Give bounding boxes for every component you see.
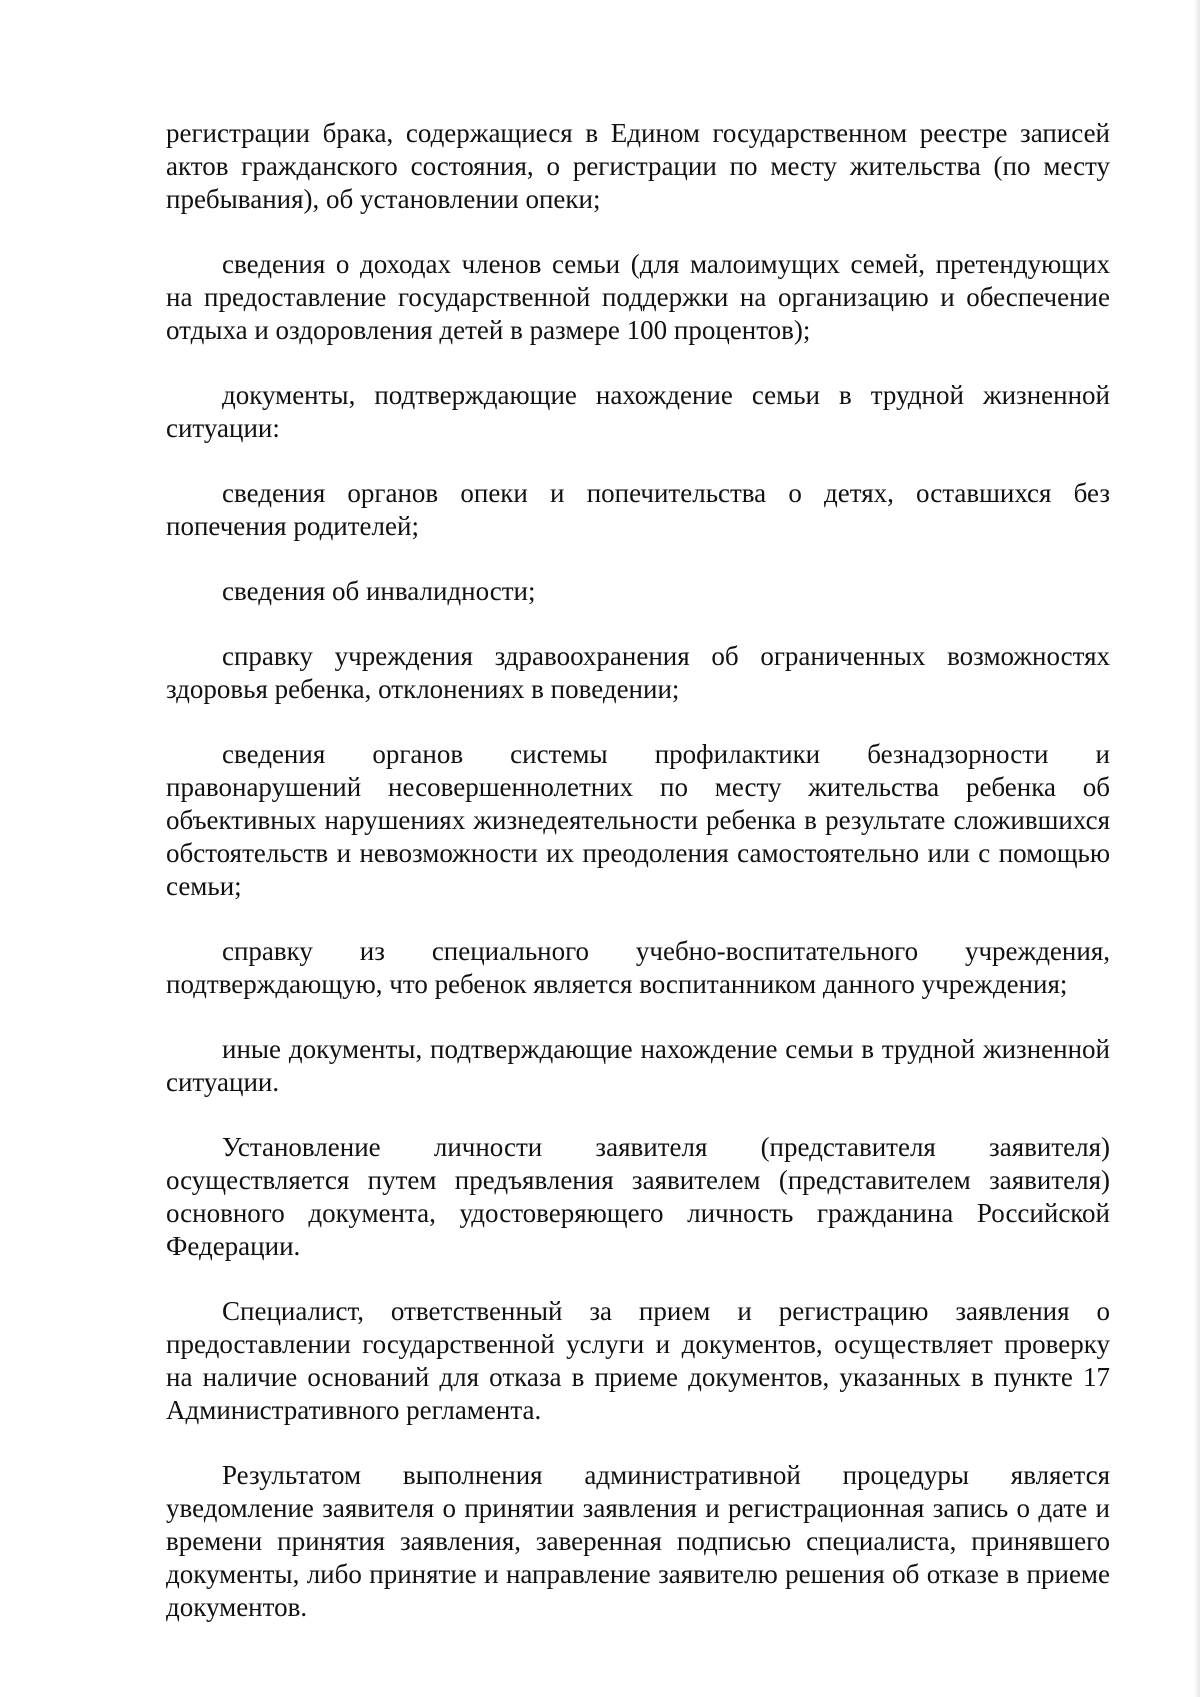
document-body <box>166 117 1110 1656</box>
paragraph-guardianship-info: сведения органов опеки и попечительства о детях, оставшихся без попечения родителей; <box>166 478 1110 541</box>
paragraph-disability-info: сведения об инвалидности; <box>222 576 536 606</box>
paragraph-procedure-result: Результатом выполнения административной процедуры является уведомление заявителя о принятии заявления и регистрационная запись о дате и времени принятия заявления, заверенная подписью специалиста, принявшего документы, либо принятие и направление заявителю решения об отказе в приеме документов. <box>166 1460 1110 1622</box>
paragraph-prevention-bodies: сведения органов системы профилактики безнадзорности и правонарушений несовершеннолетних по месту жительства ребенка об объективных нарушениях жизнедеятельности ребенка в результате сложившихся обстоятельств и невозможности их преодоления самостоятельно или с помощью семьи; <box>166 739 1110 901</box>
paragraph-difficult-situation-documents: документы, подтверждающие нахождение семьи в трудной жизненной ситуации: <box>166 380 1110 443</box>
paragraph-health-certificate: справку учреждения здравоохранения об ограниченных возможностях здоровья ребенка, отклонениях в поведении; <box>166 641 1110 704</box>
paragraph-marriage-registration: регистрации брака, содержащиеся в Едином государственном реестре записей актов гражданского состояния, о регистрации по месту жительства (по месту пребывания), об установлении опеки; <box>166 118 1110 214</box>
paragraph-specialist-check: Специалист, ответственный за прием и регистрацию заявления о предоставлении государственной услуги и документов, осуществляет проверку на наличие оснований для отказа в приеме документов, указанных в пункте 17 Административного регламента. <box>166 1296 1110 1425</box>
paragraph-special-institution: справку из специального учебно-воспитательного учреждения, подтверждающую, что ребенок является воспитанником данного учреждения; <box>166 936 1110 999</box>
paragraph-identity-verification: Установление личности заявителя (представителя заявителя) осуществляется путем предъявления заявителем (представителем заявителя) основного документа, удостоверяющего личность гражданина Российской Федерации. <box>166 1132 1110 1261</box>
paragraph-family-income: сведения о доходах членов семьи (для малоимущих семей, претендующих на предоставление государственной поддержки на организацию и обеспечение отдыха и оздоровления детей в размере 100 процентов); <box>166 249 1110 345</box>
scan-edge-shadow <box>1194 0 1200 1697</box>
paragraph-other-documents: иные документы, подтверждающие нахождение семьи в трудной жизненной ситуации. <box>166 1034 1110 1097</box>
